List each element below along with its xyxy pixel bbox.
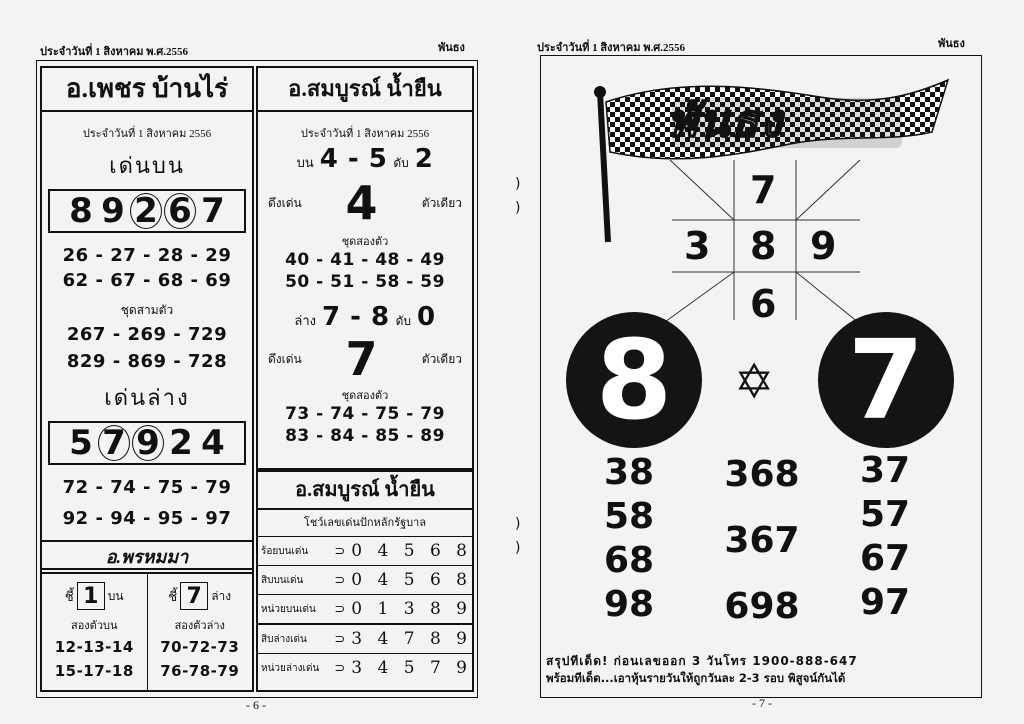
low-pre: ล่าง xyxy=(294,314,317,329)
number-item: 58 xyxy=(604,496,655,537)
col2-date: ประจำวันที่ 1 สิงหาคม 2556 xyxy=(300,128,430,140)
show-row-values: 0 4 5 6 8 xyxy=(351,570,472,590)
two-digit-row: 26 - 27 - 28 - 29 xyxy=(62,245,232,266)
show-row-label: สิบบนเด่น xyxy=(261,574,304,586)
show-row xyxy=(258,623,472,653)
number-item: 67 xyxy=(860,538,911,579)
two-bottom-label: สองตัวล่าง xyxy=(174,619,225,632)
point-digit-box: 1 xyxy=(77,582,105,610)
number-item: 37 xyxy=(860,450,911,491)
pull-digit: 4 xyxy=(345,176,379,230)
star-of-david-icon: ✡ xyxy=(734,354,775,410)
show-row-values: 0 1 3 8 9 xyxy=(351,599,472,619)
col2-panel xyxy=(256,66,474,470)
big-circle-left: 8 xyxy=(566,312,702,448)
show-row-values: 3 4 7 8 9 xyxy=(351,629,472,649)
top-dab-digit: 2 xyxy=(414,144,434,174)
cross-top-digit: 7 xyxy=(750,168,777,212)
three-digit-row: 829 - 869 - 728 xyxy=(66,351,228,372)
number-item: 38 xyxy=(604,452,655,493)
col2-show-panel xyxy=(256,470,474,692)
highlight-digit: 4 xyxy=(201,423,225,463)
arrow-icon: ⊃ xyxy=(334,572,346,588)
bottom-digit-box xyxy=(48,421,246,465)
top-pre: บน xyxy=(296,156,314,171)
col1-date: ประจำวันที่ 1 สิงหาคม 2556 xyxy=(82,128,212,140)
phrommama-panel xyxy=(40,540,254,692)
top-dab: ดับ xyxy=(393,156,409,170)
show-row xyxy=(258,565,472,594)
low-nums: 7 - 8 xyxy=(322,302,390,332)
cross-bottom-digit: 6 xyxy=(750,282,777,326)
highlight-digit: 7 xyxy=(201,191,225,231)
number-item: 97 xyxy=(860,582,911,623)
highlight-digit: 5 xyxy=(69,423,93,463)
left-number-column xyxy=(604,452,684,628)
show-row-label: หน่วยบนเด่น xyxy=(261,603,316,615)
low-digit-row: 92 - 94 - 95 - 97 xyxy=(62,508,232,529)
two-top-label: สองตัวบน xyxy=(70,619,118,632)
two-digit-row: 62 - 67 - 68 - 69 xyxy=(62,270,232,291)
right-number-column xyxy=(860,450,940,626)
two-bottom-block xyxy=(148,574,253,690)
low-dab-digit: 0 xyxy=(417,302,436,332)
right-header-date: ประจำวันที่ 1 สิงหาคม พ.ศ.2556 xyxy=(537,42,685,54)
pair-label: ชุดสองตัว xyxy=(341,389,389,402)
right-header-brand: พันธง xyxy=(938,38,965,50)
arrow-icon: ⊃ xyxy=(334,543,346,559)
top-nums: 4 - 5 xyxy=(319,144,388,174)
show-row-values: 3 4 5 7 9 xyxy=(351,658,472,678)
low-dab: ดับ xyxy=(395,314,412,328)
right-page-number: - 7 - xyxy=(752,696,772,710)
pull-digit: 7 xyxy=(345,332,379,386)
pair-row: 40 - 41 - 48 - 49 xyxy=(285,250,445,270)
two-top-row: 12-13-14 xyxy=(54,638,134,656)
cross-mid-digit: 8 xyxy=(750,224,777,268)
top-digit-box xyxy=(48,189,246,233)
two-top-block xyxy=(42,574,148,690)
three-digit-row: 267 - 269 - 729 xyxy=(66,324,228,345)
pair-row: 83 - 84 - 85 - 89 xyxy=(285,426,445,446)
highlight-digit: 8 xyxy=(69,191,93,231)
col1-title: อ.เพชร บ้านไร่ xyxy=(42,68,252,112)
left-header-date: ประจำวันที่ 1 สิงหาคม พ.ศ.2556 xyxy=(40,46,188,58)
point-post: บน xyxy=(107,588,124,603)
pull-label: ดึงเด่น xyxy=(268,195,302,210)
point-pre: ชี้ xyxy=(168,589,178,605)
show-rows xyxy=(258,536,472,682)
number-item: 68 xyxy=(604,540,655,581)
phrommama-title: อ.พรหมมา xyxy=(42,542,252,574)
footer-line-1: สรุปทีเด็ด! ก่อนเลขออก 3 วันโทร 1900-888-647 xyxy=(546,654,858,668)
show-row-label: หน่วยล่างเด่น xyxy=(261,662,320,674)
binding-mark: ) xyxy=(515,200,521,216)
arrow-icon: ⊃ xyxy=(334,601,346,617)
pair-row: 50 - 51 - 58 - 59 xyxy=(285,272,445,292)
single-label: ตัวเดียว xyxy=(421,195,462,210)
show-row-values: 0 4 5 6 8 xyxy=(351,541,472,561)
two-top-row: 15-17-18 xyxy=(54,662,134,680)
two-bottom-row: 70-72-73 xyxy=(160,638,240,656)
left-page-number: - 6 - xyxy=(246,698,266,712)
highlight-digit: 9 xyxy=(101,191,125,231)
arrow-icon: ⊃ xyxy=(334,631,346,647)
binding-mark: ) xyxy=(515,176,521,192)
show-row xyxy=(258,594,472,623)
col2-title: อ.สมบูรณ์ น้ำยืน xyxy=(258,68,472,112)
point-pre: ชี้ xyxy=(64,589,74,605)
highlight-digit: 9 xyxy=(132,425,164,461)
number-item: 57 xyxy=(860,494,911,535)
single-label: ตัวเดียว xyxy=(421,351,462,366)
show-label: โชว์เลขเด่นปักหลักรัฐบาล xyxy=(303,516,427,529)
pull-label: ดึงเด่น xyxy=(268,351,302,366)
col1-panel xyxy=(40,66,254,570)
two-bottom-row: 76-78-79 xyxy=(160,662,240,680)
show-row xyxy=(258,653,472,682)
low-digit-row: 72 - 74 - 75 - 79 xyxy=(62,477,232,498)
show-row-label: สิบล่างเด่น xyxy=(261,633,307,645)
binding-mark: ) xyxy=(515,540,521,556)
col2-title-2: อ.สมบูรณ์ น้ำยืน xyxy=(258,472,472,510)
pair-row: 73 - 74 - 75 - 79 xyxy=(285,404,445,424)
cross-right-digit: 9 xyxy=(810,224,837,268)
number-item: 367 xyxy=(724,520,800,561)
show-row-label: ร้อยบนเด่น xyxy=(261,545,309,557)
arrow-icon: ⊃ xyxy=(334,660,346,676)
highlight-digit: 6 xyxy=(164,193,196,229)
number-item: 98 xyxy=(604,584,655,625)
flag-logo-text: พันธง xyxy=(668,96,784,147)
highlight-digit: 7 xyxy=(98,425,130,461)
footer-line-2: พร้อมทีเด็ด...เอาหุ้นรายวันให้ถูกวันละ 2-3 รอบ พิสูจน์กันได้ xyxy=(546,671,846,685)
mid-number-column xyxy=(712,454,812,630)
point-digit-box: 7 xyxy=(180,582,208,610)
number-item: 698 xyxy=(724,586,800,627)
show-row xyxy=(258,536,472,565)
point-post: ล่าง xyxy=(211,588,232,603)
pair-label: ชุดสองตัว xyxy=(341,235,389,248)
highlight-digit: 2 xyxy=(169,423,193,463)
cross-left-digit: 3 xyxy=(684,224,711,268)
col1-bottom-heading: เด่นล่าง xyxy=(104,386,190,411)
number-item: 368 xyxy=(724,454,800,495)
left-header-brand: พันธง xyxy=(438,42,465,54)
big-circle-right: 7 xyxy=(818,312,954,448)
highlight-digit: 2 xyxy=(130,193,162,229)
three-set-label: ชุดสามตัว xyxy=(120,303,174,317)
col1-top-heading: เด่นบน xyxy=(109,154,185,179)
binding-mark: ) xyxy=(515,516,521,532)
